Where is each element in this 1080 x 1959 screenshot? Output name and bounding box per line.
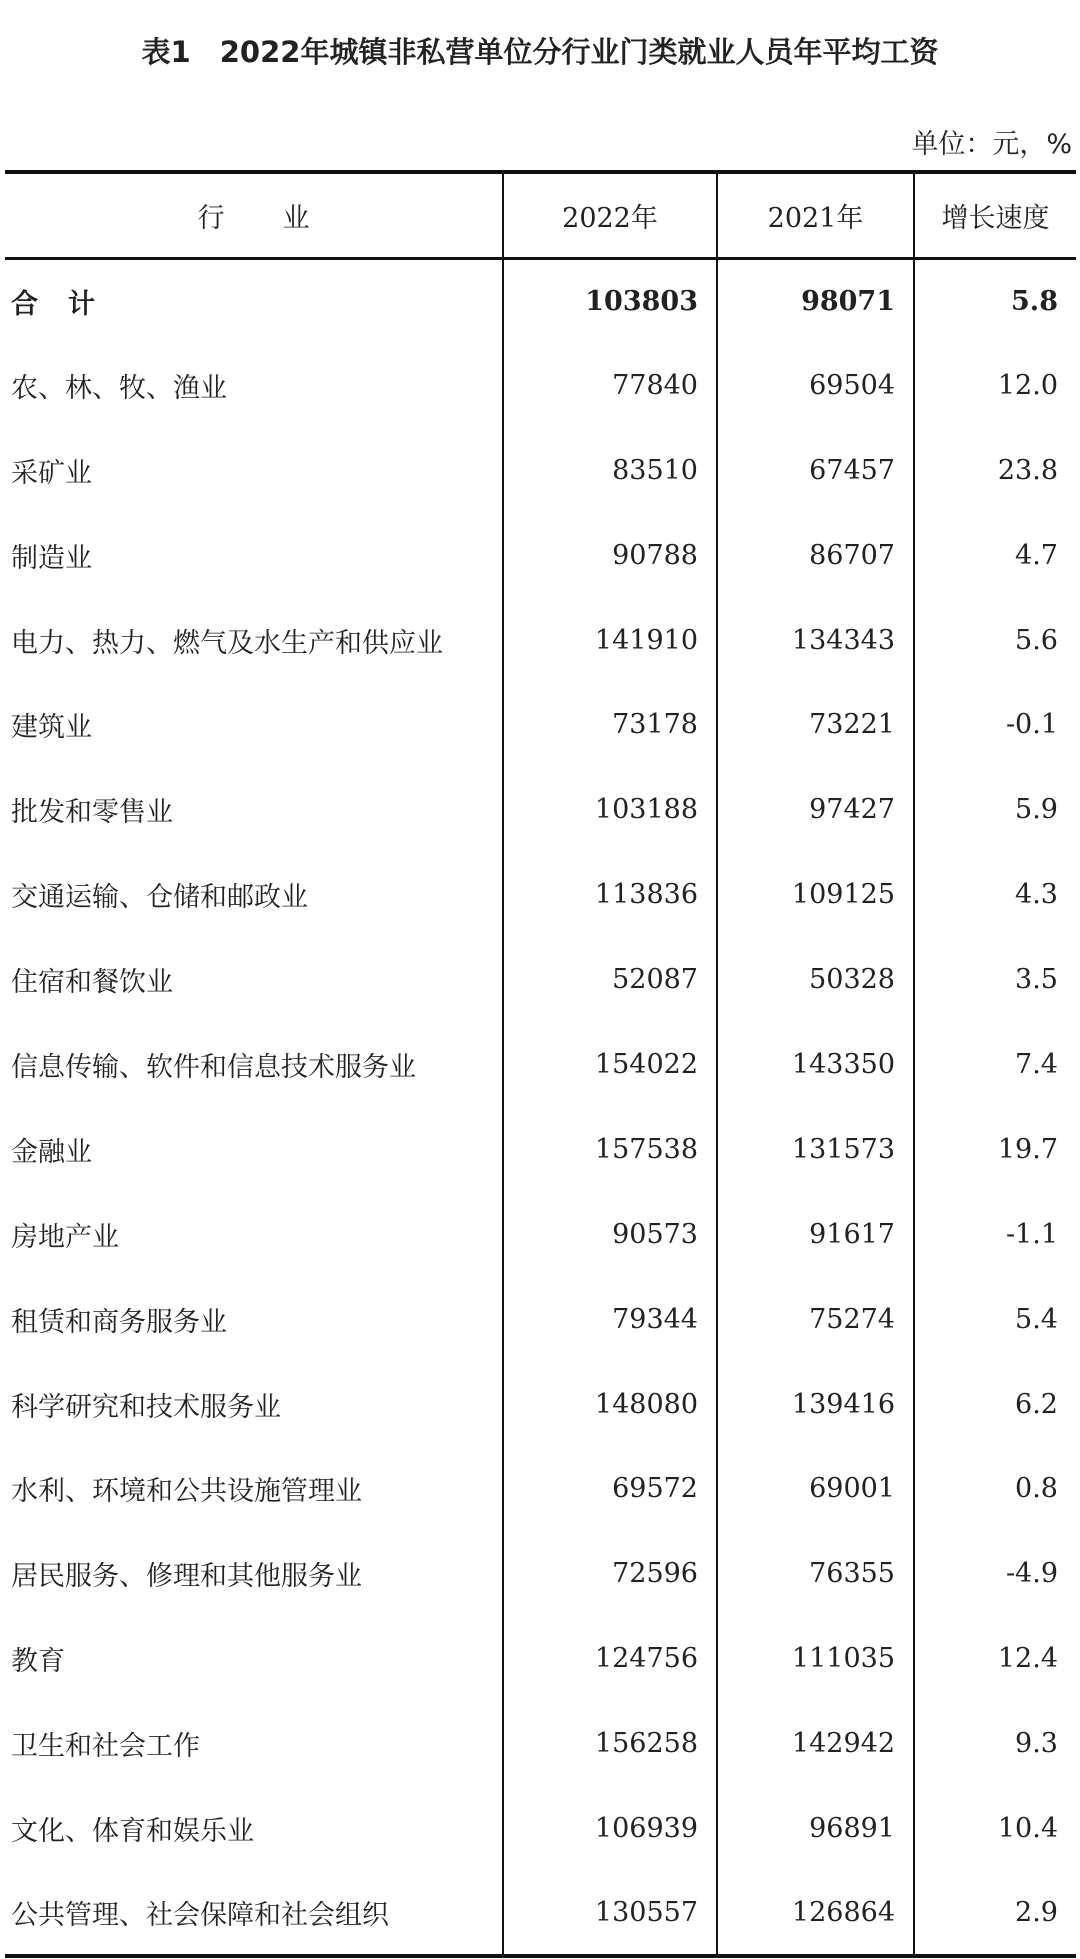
total-growth: 5.8 [1011, 285, 1058, 317]
industry-cell: 制造业 [5, 513, 503, 598]
table-row [5, 937, 1076, 1022]
growth-cell: 2.9 [914, 1871, 1076, 1956]
total-label [5, 258, 503, 343]
industry-cell: 信息传输、软件和信息技术服务业 [5, 1022, 503, 1107]
table-row-total [5, 258, 1076, 343]
table-row [5, 1531, 1076, 1616]
value-2022-cell: 52087 [503, 937, 717, 1022]
value-2022-cell: 154022 [503, 1022, 717, 1107]
value-2022-cell: 90788 [503, 513, 717, 598]
value-2021-cell: 76355 [717, 1531, 914, 1616]
industry-cell: 金融业 [5, 1107, 503, 1192]
growth-cell: 4.7 [1015, 539, 1058, 571]
growth-cell: -1.1 [1005, 1218, 1058, 1250]
growth-cell: 19.7 [997, 1133, 1058, 1165]
growth-cell: 12.0 [997, 369, 1058, 401]
header-industry [5, 172, 503, 258]
industry-cell: 批发和零售业 [5, 767, 503, 852]
value-2021-cell: 131573 [717, 1107, 914, 1192]
total-label-b: 计 [68, 288, 95, 320]
industry-cell: 水利、环境和公共设施管理业 [5, 1446, 503, 1531]
header-industry-b: 业 [282, 202, 310, 234]
header-row [5, 172, 1076, 258]
value-2022-cell: 156258 [503, 1701, 717, 1786]
wage-table [5, 170, 1076, 1958]
value-2021-cell: 69504 [717, 343, 914, 428]
table-row [5, 1277, 1076, 1362]
growth-cell: 4.3 [1015, 879, 1058, 911]
value-2022-cell: 103188 [503, 767, 717, 852]
table-body [5, 258, 1076, 1956]
value-2021-cell: 67457 [717, 428, 914, 513]
table-header [5, 172, 1076, 258]
value-2021-cell: 109125 [717, 852, 914, 937]
value-2021-cell: 73221 [717, 682, 914, 767]
growth-cell: 5.6 [1015, 624, 1058, 656]
header-growth: 增长速度 [914, 172, 1076, 258]
value-2022-cell: 124756 [503, 1616, 717, 1701]
growth-cell: 12.4 [997, 1643, 1058, 1675]
growth-cell: -0.1 [1005, 709, 1058, 741]
value-2021-cell: 111035 [717, 1616, 914, 1701]
table-row [5, 1192, 1076, 1277]
value-2022-cell: 73178 [503, 682, 717, 767]
total-label-a: 合 [11, 288, 38, 320]
industry-cell: 农、林、牧、渔业 [5, 343, 503, 428]
value-2021-cell: 97427 [717, 767, 914, 852]
value-2022-cell: 69572 [503, 1446, 717, 1531]
value-2021-cell: 91617 [717, 1192, 914, 1277]
industry-cell: 房地产业 [5, 1192, 503, 1277]
table-title: 表1 2022年城镇非私营单位分行业门类就业人员年平均工资 [141, 35, 939, 69]
industry-cell: 交通运输、仓储和邮政业 [5, 852, 503, 937]
growth-cell: 10.4 [997, 1812, 1058, 1844]
value-2022-cell: 90573 [503, 1192, 717, 1277]
value-2021-cell: 134343 [717, 598, 914, 683]
industry-cell: 公共管理、社会保障和社会组织 [5, 1871, 503, 1956]
industry-cell: 电力、热力、燃气及水生产和供应业 [5, 598, 503, 683]
value-2022-cell: 72596 [503, 1531, 717, 1616]
industry-cell: 建筑业 [5, 682, 503, 767]
industry-cell: 居民服务、修理和其他服务业 [5, 1531, 503, 1616]
industry-cell: 采矿业 [5, 428, 503, 513]
growth-cell: 5.9 [1015, 794, 1058, 826]
growth-cell: 6.2 [1015, 1388, 1058, 1420]
growth-cell: 3.5 [1015, 964, 1058, 996]
value-2022-cell: 106939 [503, 1786, 717, 1871]
growth-cell: 0.8 [1015, 1473, 1058, 1505]
industry-cell: 教育 [5, 1616, 503, 1701]
table-row [5, 682, 1076, 767]
total-2021: 98071 [717, 258, 914, 343]
table-row [5, 1616, 1076, 1701]
table-row [5, 1022, 1076, 1107]
table-row [5, 852, 1076, 937]
value-2022-cell: 77840 [503, 343, 717, 428]
header-industry-a: 行 [197, 202, 225, 234]
table-row [5, 1107, 1076, 1192]
value-2022-cell: 79344 [503, 1277, 717, 1362]
growth-cell: 23.8 [997, 454, 1058, 486]
growth-cell: 7.4 [1015, 1048, 1058, 1080]
growth-cell: 5.4 [1015, 1303, 1058, 1335]
industry-cell: 卫生和社会工作 [5, 1701, 503, 1786]
value-2021-cell: 139416 [717, 1362, 914, 1447]
value-2022-cell: 113836 [503, 852, 717, 937]
table-row [5, 1362, 1076, 1447]
value-2022-cell: 130557 [503, 1871, 717, 1956]
table-row [5, 767, 1076, 852]
table-row [5, 513, 1076, 598]
value-2021-cell: 142942 [717, 1701, 914, 1786]
table-row [5, 1871, 1076, 1956]
value-2021-cell: 126864 [717, 1871, 914, 1956]
header-2021: 2021年 [717, 172, 914, 258]
growth-cell: -4.9 [1005, 1558, 1058, 1590]
value-2021-cell: 143350 [717, 1022, 914, 1107]
industry-cell: 住宿和餐饮业 [5, 937, 503, 1022]
table-row [5, 598, 1076, 683]
industry-cell: 科学研究和技术服务业 [5, 1362, 503, 1447]
value-2022-cell: 141910 [503, 598, 717, 683]
industry-cell: 文化、体育和娱乐业 [5, 1786, 503, 1871]
header-2022: 2022年 [503, 172, 717, 258]
unit-note: 单位：元，% [911, 129, 1072, 160]
total-2022: 103803 [503, 258, 717, 343]
value-2021-cell: 50328 [717, 937, 914, 1022]
table-row [5, 428, 1076, 513]
value-2022-cell: 83510 [503, 428, 717, 513]
value-2022-cell: 157538 [503, 1107, 717, 1192]
value-2021-cell: 86707 [717, 513, 914, 598]
growth-cell: 9.3 [1015, 1728, 1058, 1760]
value-2022-cell: 148080 [503, 1362, 717, 1447]
value-2021-cell: 75274 [717, 1277, 914, 1362]
table-row [5, 1786, 1076, 1871]
table-row [5, 1446, 1076, 1531]
value-2021-cell: 69001 [717, 1446, 914, 1531]
table-row [5, 343, 1076, 428]
value-2021-cell: 96891 [717, 1786, 914, 1871]
table-row [5, 1701, 1076, 1786]
industry-cell: 租赁和商务服务业 [5, 1277, 503, 1362]
